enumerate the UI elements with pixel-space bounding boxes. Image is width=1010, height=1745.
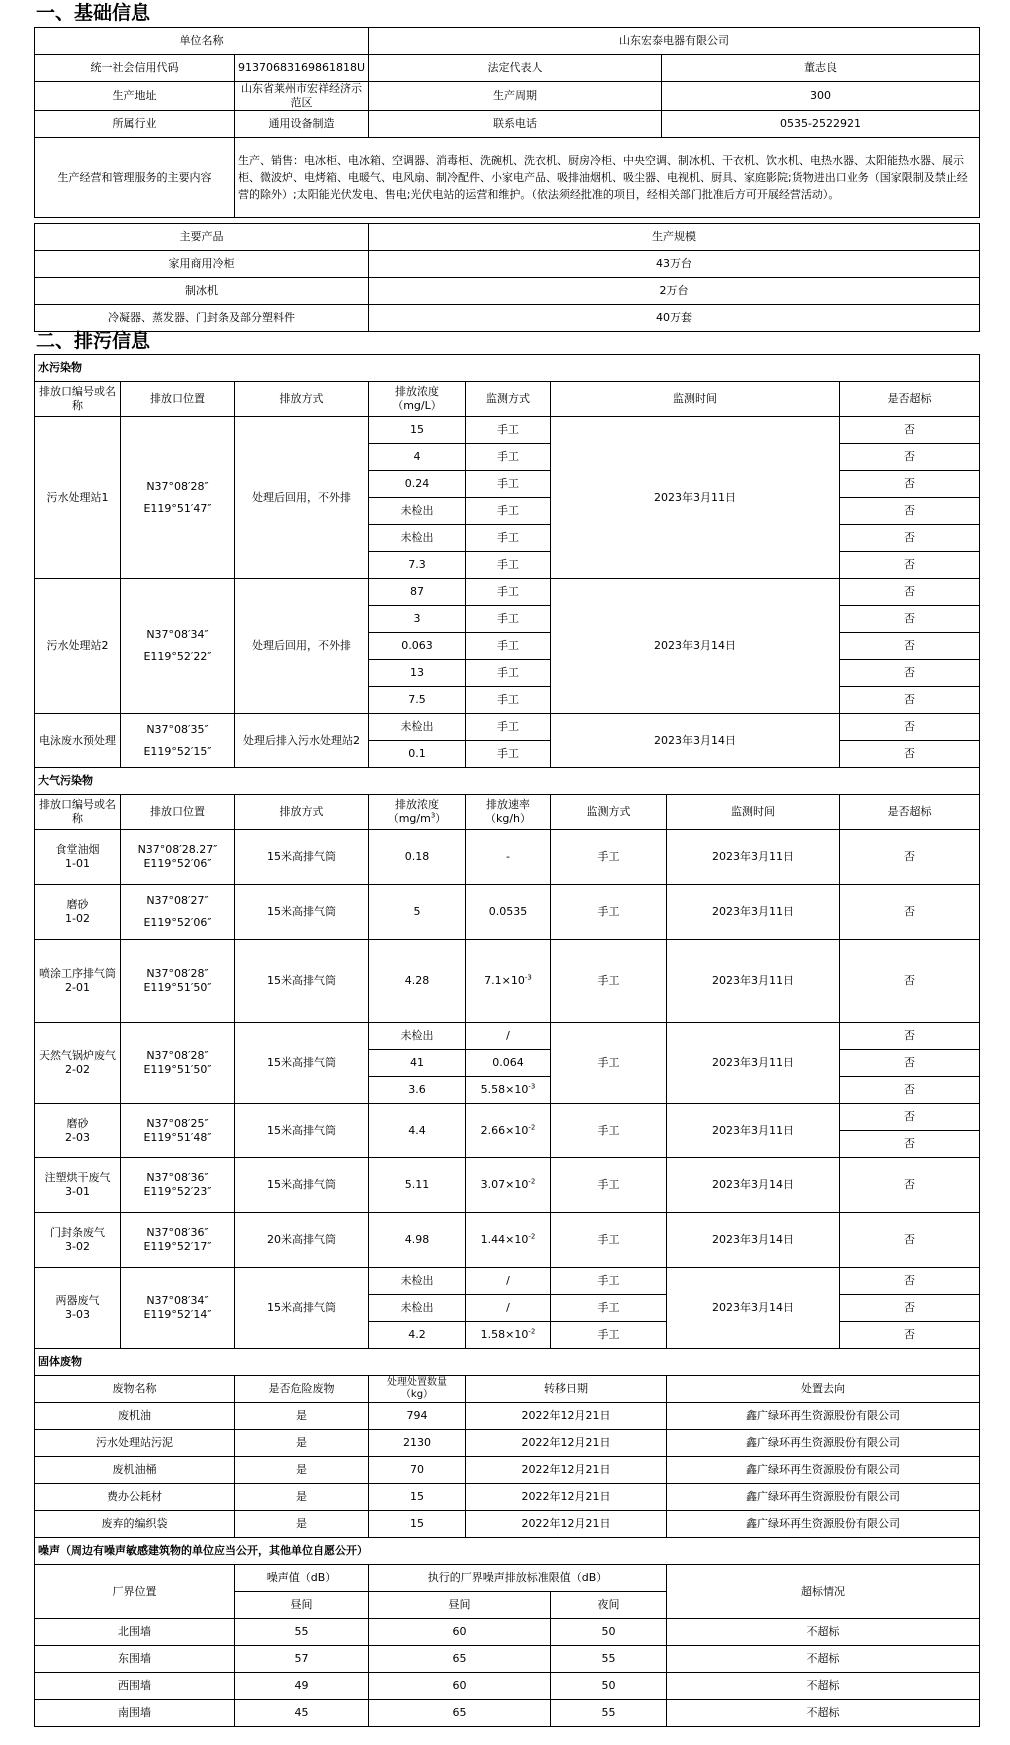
exceed-value: 否 [840, 741, 980, 768]
conc-value: 4 [369, 444, 466, 471]
col-noise-value: 噪声值（dB） [235, 1565, 369, 1592]
outlet-method: 处理后回用，不外排 [235, 417, 369, 579]
phone-value: 0535-2522921 [662, 111, 980, 138]
rate-value: 0.0535 [466, 885, 551, 940]
outlet-name: 磨砂 1-02 [35, 885, 121, 940]
monitor-value: 手工 [551, 1268, 667, 1295]
noise-boundary: 北围墙 [35, 1619, 235, 1646]
industry-value: 通用设备制造 [235, 111, 369, 138]
rate-value: $1.58\times 10^{-2}$ [466, 1322, 551, 1349]
rate-value: / [466, 1295, 551, 1322]
section-heading-basic: 一、基础信息 [36, 2, 151, 24]
conc-value: 4.28 [369, 940, 466, 1023]
conc-value: 3 [369, 606, 466, 633]
exceed-value: 否 [840, 1104, 980, 1131]
exceed-value: 否 [840, 714, 980, 741]
monitor-date: 2023年3月11日 [667, 885, 840, 940]
conc-value: 3.6 [369, 1077, 466, 1104]
col-boundary: 厂界位置 [35, 1565, 235, 1619]
col-time: 监测时间 [551, 382, 840, 417]
outlet-name: 门封条废气 3-02 [35, 1213, 121, 1268]
col-location: 排放口位置 [121, 795, 235, 830]
waste-hazardous: 是 [235, 1457, 369, 1484]
conc-value: 4.4 [369, 1104, 466, 1158]
conc-value: 未检出 [369, 1268, 466, 1295]
col-standard-day: 昼间 [369, 1592, 551, 1619]
credit-code-label: 统一社会信用代码 [35, 55, 235, 82]
col-noise-day: 昼间 [235, 1592, 369, 1619]
monitor-value: 手工 [466, 471, 551, 498]
monitor-date: 2023年3月14日 [667, 1213, 840, 1268]
waste-date: 2022年12月21日 [466, 1457, 667, 1484]
basic-info-table [34, 27, 980, 332]
waste-date: 2022年12月21日 [466, 1403, 667, 1430]
monitor-value: 手工 [466, 525, 551, 552]
product-name: 冷凝器、蒸发器、门封条及部分塑料件 [35, 305, 369, 332]
conc-value: 41 [369, 1050, 466, 1077]
outlet-name: 磨砂 2-03 [35, 1104, 121, 1158]
waste-destination: 鑫广绿环再生资源股份有限公司 [667, 1511, 980, 1538]
monitor-value: 手工 [466, 552, 551, 579]
exceed-value: 否 [840, 885, 980, 940]
outlet-name: 污水处理站2 [35, 579, 121, 714]
product-scale: 43万台 [369, 251, 980, 278]
noise-limit-night: 55 [551, 1646, 667, 1673]
outlet-method: 15米高排气筒 [235, 1023, 369, 1104]
col-noise-standard: 执行的厂界噪声排放标准限值（dB） [369, 1565, 667, 1592]
scope-value: 生产、销售：电冰柜、电冰箱、空调器、消毒柜、洗碗机、洗衣机、厨房冷柜、中央空调、制冰机、干衣机、饮水机、电热水器、太阳能热水器、展示柜、微波炉、电烤箱、电暖气、电风扇、制冷配件、小家电产品、吸排油烟机、吸尘器、电视机、厨具、家庭影院;货物进出口业务（国家限制及禁止经营的除外）;太阳能光伏发电、售电;光伏电站的运营和维护。（依法须经批准的项目，经相关部门批准后方可开展经营活动）。 [235, 138, 980, 218]
col-transfer-date: 转移日期 [466, 1376, 667, 1403]
conc-value: 0.24 [369, 471, 466, 498]
conc-value: 5 [369, 885, 466, 940]
noise-limit-day: 60 [369, 1619, 551, 1646]
outlet-name: 天然气锅炉废气 2-02 [35, 1023, 121, 1104]
section-heading-emission: 二、排污信息 [36, 330, 151, 352]
monitor-value: 手工 [551, 940, 667, 1023]
exceed-value: 否 [840, 444, 980, 471]
unit-name-value: 山东宏泰电器有限公司 [369, 28, 980, 55]
col-monitor: 监测方式 [466, 382, 551, 417]
conc-value: 7.3 [369, 552, 466, 579]
scope-label: 生产经营和管理服务的主要内容 [35, 138, 235, 218]
monitor-value: 手工 [466, 417, 551, 444]
outlet-location: N37°08′27″ E119°52′06″ [121, 885, 235, 940]
emission-table [34, 354, 980, 1727]
conc-value: 0.063 [369, 633, 466, 660]
rate-value: / [466, 1268, 551, 1295]
outlet-method: 15米高排气筒 [235, 1268, 369, 1349]
monitor-value: 手工 [551, 1023, 667, 1104]
rate-value: $1.44\times 10^{-2}$ [466, 1213, 551, 1268]
exceed-value: 否 [840, 1322, 980, 1349]
monitor-value: 手工 [466, 660, 551, 687]
cycle-label: 生产周期 [369, 82, 662, 111]
exceed-value: 否 [840, 525, 980, 552]
outlet-method: 20米高排气筒 [235, 1213, 369, 1268]
waste-date: 2022年12月21日 [466, 1430, 667, 1457]
air-section-title: 大气污染物 [35, 768, 980, 795]
product-scale: 2万台 [369, 278, 980, 305]
monitor-date: 2023年3月14日 [551, 714, 840, 768]
exceed-value: 否 [840, 579, 980, 606]
col-qty: 处理处置数量 （kg） [369, 1376, 466, 1403]
waste-qty: 794 [369, 1403, 466, 1430]
address-label: 生产地址 [35, 82, 235, 111]
exceed-value: 否 [840, 940, 980, 1023]
exceed-value: 否 [840, 1023, 980, 1050]
monitor-date: 2023年3月11日 [667, 940, 840, 1023]
monitor-date: 2023年3月11日 [667, 1023, 840, 1104]
col-outlet: 排放口编号或名称 [35, 795, 121, 830]
conc-value: 未检出 [369, 1295, 466, 1322]
noise-limit-night: 55 [551, 1700, 667, 1727]
exceed-value: 否 [840, 1295, 980, 1322]
conc-value: 未检出 [369, 1023, 466, 1050]
monitor-value: 手工 [466, 633, 551, 660]
col-waste-name: 废物名称 [35, 1376, 235, 1403]
monitor-value: 手工 [551, 1322, 667, 1349]
outlet-method: 15米高排气筒 [235, 1104, 369, 1158]
outlet-name: 喷涂工序排气筒 2-01 [35, 940, 121, 1023]
noise-limit-day: 65 [369, 1700, 551, 1727]
products-header: 主要产品 [35, 224, 369, 251]
legal-rep-value: 董志良 [662, 55, 980, 82]
monitor-value: 手工 [551, 830, 667, 885]
col-noise-exceed: 超标情况 [667, 1565, 980, 1619]
outlet-method: 15米高排气筒 [235, 830, 369, 885]
conc-value: 87 [369, 579, 466, 606]
outlet-name: 注塑烘干废气 3-01 [35, 1158, 121, 1213]
conc-value: 15 [369, 417, 466, 444]
waste-name: 废机油桶 [35, 1457, 235, 1484]
waste-name: 废机油 [35, 1403, 235, 1430]
monitor-value: 手工 [466, 714, 551, 741]
solid-section-title: 固体废物 [35, 1349, 980, 1376]
outlet-name: 食堂油烟 1-01 [35, 830, 121, 885]
col-destination: 处置去向 [667, 1376, 980, 1403]
unit-name-label: 单位名称 [35, 28, 369, 55]
conc-value: 未检出 [369, 714, 466, 741]
conc-value: 0.1 [369, 741, 466, 768]
monitor-value: 手工 [466, 687, 551, 714]
monitor-value: 手工 [551, 1213, 667, 1268]
outlet-name: 污水处理站1 [35, 417, 121, 579]
monitor-date: 2023年3月14日 [551, 579, 840, 714]
outlet-location: N37°08′28.27″ E119°52′06″ [121, 830, 235, 885]
noise-limit-night: 50 [551, 1619, 667, 1646]
noise-exceed: 不超标 [667, 1646, 980, 1673]
exceed-value: 否 [840, 1213, 980, 1268]
conc-value: 7.5 [369, 687, 466, 714]
col-exceed: 是否超标 [840, 795, 980, 830]
col-location: 排放口位置 [121, 382, 235, 417]
exceed-value: 否 [840, 1050, 980, 1077]
col-conc: 排放浓度 （mg/L） [369, 382, 466, 417]
monitor-value: 手工 [466, 498, 551, 525]
waste-destination: 鑫广绿环再生资源股份有限公司 [667, 1403, 980, 1430]
waste-hazardous: 是 [235, 1403, 369, 1430]
exceed-value: 否 [840, 1268, 980, 1295]
exceed-value: 否 [840, 1158, 980, 1213]
product-name: 家用商用冷柜 [35, 251, 369, 278]
waste-qty: 15 [369, 1484, 466, 1511]
monitor-date: 2023年3月14日 [667, 1268, 840, 1349]
noise-value: 49 [235, 1673, 369, 1700]
outlet-location: N37°08′28″ E119°51′50″ [121, 1023, 235, 1104]
waste-hazardous: 是 [235, 1484, 369, 1511]
exceed-value: 否 [840, 606, 980, 633]
monitor-value: 手工 [466, 579, 551, 606]
noise-boundary: 南围墙 [35, 1700, 235, 1727]
outlet-method: 15米高排气筒 [235, 940, 369, 1023]
exceed-value: 否 [840, 660, 980, 687]
outlet-name: 电泳废水预处理 [35, 714, 121, 768]
waste-name: 废弃的编织袋 [35, 1511, 235, 1538]
conc-value: 13 [369, 660, 466, 687]
noise-boundary: 东围墙 [35, 1646, 235, 1673]
rate-value: - [466, 830, 551, 885]
rate-value: 0.064 [466, 1050, 551, 1077]
legal-rep-label: 法定代表人 [369, 55, 662, 82]
outlet-name: 两器废气 3-03 [35, 1268, 121, 1349]
outlet-location: N37°08′36″ E119°52′23″ [121, 1158, 235, 1213]
cycle-value: 300 [662, 82, 980, 111]
noise-limit-day: 60 [369, 1673, 551, 1700]
exceed-value: 否 [840, 1077, 980, 1104]
exceed-value: 否 [840, 687, 980, 714]
waste-destination: 鑫广绿环再生资源股份有限公司 [667, 1457, 980, 1484]
col-exceed: 是否超标 [840, 382, 980, 417]
waste-destination: 鑫广绿环再生资源股份有限公司 [667, 1430, 980, 1457]
address-value: 山东省莱州市宏祥经济示范区 [235, 82, 369, 111]
col-rate: 排放速率 （kg/h） [466, 795, 551, 830]
outlet-location: N37°08′25″ E119°51′48″ [121, 1104, 235, 1158]
outlet-method: 15米高排气筒 [235, 885, 369, 940]
conc-value: 4.2 [369, 1322, 466, 1349]
noise-exceed: 不超标 [667, 1673, 980, 1700]
exceed-value: 否 [840, 471, 980, 498]
rate-value: $3.07\times 10^{-2}$ [466, 1158, 551, 1213]
monitor-date: 2023年3月11日 [667, 830, 840, 885]
exceed-value: 否 [840, 552, 980, 579]
noise-value: 45 [235, 1700, 369, 1727]
water-section-title: 水污染物 [35, 355, 980, 382]
product-scale: 40万套 [369, 305, 980, 332]
rate-value: $5.58\times 10^{-3}$ [466, 1077, 551, 1104]
outlet-location: N37°08′28″ E119°51′50″ [121, 940, 235, 1023]
monitor-value: 手工 [466, 444, 551, 471]
waste-date: 2022年12月21日 [466, 1511, 667, 1538]
noise-limit-night: 50 [551, 1673, 667, 1700]
noise-value: 55 [235, 1619, 369, 1646]
credit-code-value: 91370683169861818U [235, 55, 369, 82]
exceed-value: 否 [840, 498, 980, 525]
exceed-value: 否 [840, 417, 980, 444]
conc-value: 5.11 [369, 1158, 466, 1213]
monitor-value: 手工 [551, 1104, 667, 1158]
waste-name: 费办公耗材 [35, 1484, 235, 1511]
noise-exceed: 不超标 [667, 1700, 980, 1727]
monitor-value: 手工 [551, 1295, 667, 1322]
outlet-method: 处理后排入污水处理站2 [235, 714, 369, 768]
outlet-location: N37°08′36″ E119°52′17″ [121, 1213, 235, 1268]
monitor-value: 手工 [466, 606, 551, 633]
outlet-location: N37°08′34″ E119°52′22″ [121, 579, 235, 714]
waste-hazardous: 是 [235, 1511, 369, 1538]
phone-label: 联系电话 [369, 111, 662, 138]
waste-qty: 70 [369, 1457, 466, 1484]
exceed-value: 否 [840, 633, 980, 660]
outlet-method: 处理后回用，不外排 [235, 579, 369, 714]
waste-destination: 鑫广绿环再生资源股份有限公司 [667, 1484, 980, 1511]
monitor-date: 2023年3月11日 [551, 417, 840, 579]
rate-value: $7.1\times 10^{-3}$ [466, 940, 551, 1023]
col-monitor: 监测方式 [551, 795, 667, 830]
noise-limit-day: 65 [369, 1646, 551, 1673]
monitor-value: 手工 [551, 885, 667, 940]
outlet-location: N37°08′28″ E119°51′47″ [121, 417, 235, 579]
rate-value: / [466, 1023, 551, 1050]
waste-hazardous: 是 [235, 1430, 369, 1457]
outlet-method: 15米高排气筒 [235, 1158, 369, 1213]
conc-value: 未检出 [369, 498, 466, 525]
product-name: 制冰机 [35, 278, 369, 305]
monitor-date: 2023年3月11日 [667, 1104, 840, 1158]
exceed-value: 否 [840, 1131, 980, 1158]
col-method: 排放方式 [235, 382, 369, 417]
monitor-value: 手工 [551, 1158, 667, 1213]
col-hazardous: 是否危险废物 [235, 1376, 369, 1403]
waste-date: 2022年12月21日 [466, 1484, 667, 1511]
col-method: 排放方式 [235, 795, 369, 830]
col-conc: 排放浓度 $(mg/m^3)$ [369, 795, 466, 830]
waste-name: 污水处理站污泥 [35, 1430, 235, 1457]
outlet-location: N37°08′34″ E119°52′14″ [121, 1268, 235, 1349]
rate-value: $2.66\times 10^{-2}$ [466, 1104, 551, 1158]
noise-exceed: 不超标 [667, 1619, 980, 1646]
waste-qty: 2130 [369, 1430, 466, 1457]
col-outlet: 排放口编号或名称 [35, 382, 121, 417]
col-standard-night: 夜间 [551, 1592, 667, 1619]
noise-boundary: 西围墙 [35, 1673, 235, 1700]
noise-value: 57 [235, 1646, 369, 1673]
waste-qty: 15 [369, 1511, 466, 1538]
conc-value: 未检出 [369, 525, 466, 552]
outlet-location: N37°08′35″ E119°52′15″ [121, 714, 235, 768]
exceed-value: 否 [840, 830, 980, 885]
conc-value: 4.98 [369, 1213, 466, 1268]
conc-value: 0.18 [369, 830, 466, 885]
monitor-value: 手工 [466, 741, 551, 768]
col-time: 监测时间 [667, 795, 840, 830]
noise-section-title: 噪声（周边有噪声敏感建筑物的单位应当公开，其他单位自愿公开） [35, 1538, 980, 1565]
scale-header: 生产规模 [369, 224, 980, 251]
industry-label: 所属行业 [35, 111, 235, 138]
monitor-date: 2023年3月14日 [667, 1158, 840, 1213]
